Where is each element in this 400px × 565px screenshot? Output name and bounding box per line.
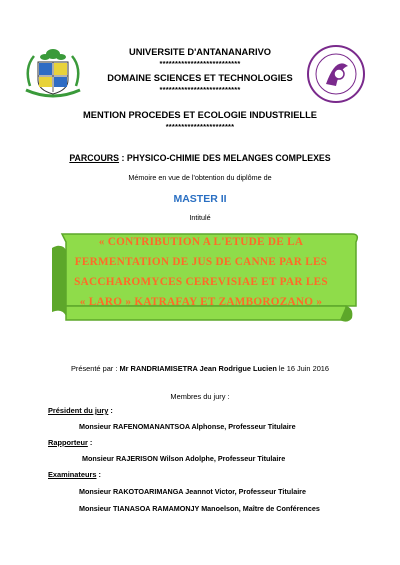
jury-role-suffix: : bbox=[108, 406, 113, 415]
presented-line bbox=[0, 364, 400, 373]
separator-stars: ************************** bbox=[159, 85, 241, 94]
jury-role-label: Examinateurs bbox=[48, 470, 97, 479]
jury-member: Monsieur RAFENOMANANTSOA Alphonse, Professeur Titulaire bbox=[79, 422, 296, 431]
jury-member: Monsieur RAJERISON Wilson Adolphe, Professeur Titulaire bbox=[82, 454, 286, 463]
thesis-title-line-2: FERMENTATION DE JUS DE CANNE PAR LES bbox=[74, 256, 328, 268]
jury-title: Membres du jury : bbox=[170, 392, 230, 401]
parcours-value: : PHYSICO-CHIMIE DES MELANGES COMPLEXES bbox=[119, 153, 331, 163]
thesis-title-line-3: SACCHAROMYCES CEREVISIAE ET PAR LES bbox=[74, 276, 328, 288]
separator-stars: ********************** bbox=[165, 122, 235, 131]
parcours-line bbox=[0, 153, 400, 163]
degree-title: MASTER II bbox=[173, 193, 227, 205]
jury-member: Monsieur TIANASOA RAMAMONJY Manoelson, Maître de Conférences bbox=[79, 504, 320, 513]
university-name: UNIVERSITE D'ANTANANARIVO bbox=[128, 47, 271, 57]
thesis-title-line-1: « CONTRIBUTION A L'ETUDE DE LA bbox=[98, 236, 304, 248]
jury-role-rapporteur bbox=[48, 438, 92, 447]
mention-name: MENTION PROCEDES ET ECOLOGIE INDUSTRIELLE bbox=[83, 110, 317, 120]
presenter-name: Mr RANDRIAMISETRA Jean Rodrigue Lucien bbox=[119, 364, 277, 373]
intitule-label: Intitulé bbox=[189, 213, 211, 222]
jury-role-examinateurs bbox=[48, 470, 101, 479]
memoire-line: Mémoire en vue de l'obtention du diplôme de bbox=[128, 173, 272, 182]
jury-role-label: Rapporteur bbox=[48, 438, 88, 447]
jury-member: Monsieur RAKOTOARIMANGA Jeannot Victor, Professeur Titulaire bbox=[79, 487, 306, 496]
jury-role-label: Président du jury bbox=[48, 406, 109, 415]
parcours-label: PARCOURS bbox=[69, 153, 120, 163]
jury-role-suffix: : bbox=[87, 438, 93, 447]
presented-prefix: Présenté par : bbox=[70, 364, 120, 373]
thesis-title-line-4: « LARO » KATRAFAY ET ZAMBOROZANO » bbox=[79, 296, 323, 308]
jury-role-suffix: : bbox=[96, 470, 101, 479]
presented-date: le 16 Juin 2016 bbox=[276, 364, 330, 373]
separator-stars: ************************** bbox=[159, 59, 241, 68]
jury-role-president bbox=[48, 406, 113, 415]
domain-name: DOMAINE SCIENCES ET TECHNOLOGIES bbox=[107, 73, 293, 83]
